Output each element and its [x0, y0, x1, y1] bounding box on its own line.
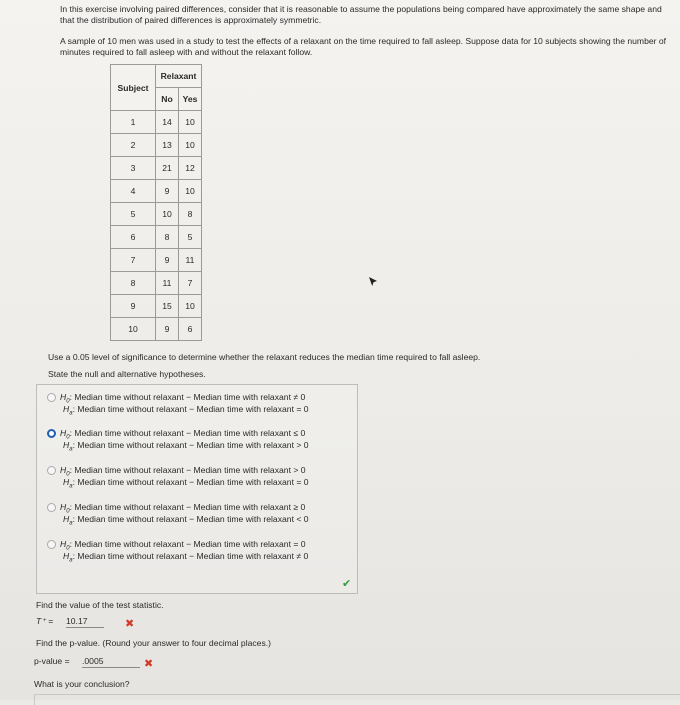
alt-hypothesis-text: : Median time without relaxant − Median time with relaxant ≠ 0 [72, 551, 309, 561]
null-hypothesis-text: : Median time without relaxant − Median time with relaxant = 0 [69, 539, 306, 549]
test-statistic-prompt: Find the value of the test statistic. [36, 600, 164, 610]
subject-cell: 9 [111, 295, 156, 318]
subject-cell: 4 [111, 180, 156, 203]
hypotheses-choice-group: $H_0$: Median time without relaxant − Median time with relaxant ≠ 0 $H_a$: Median time without relaxant − Median time with relaxant = 0 $H_0$: Median time without relaxant − Median time with relaxant ≤ 0 $H_a$: Median time without relaxant − Median time with relaxant > 0 $H_0$: Median time without relaxant − Median time with relaxant > 0 $H_a$: Median time without relaxant − Median time with relaxant = 0 $H_0$: Median time without relaxant − Median time with relaxant ≥ 0 $H_a$: Median time without relaxant − Median time with relaxant < 0 $H_0$: Median time without relaxant − Median time with relaxant = 0 $H_a$: Median time without relaxant − Median time with relaxant ≠ 0 [36, 384, 358, 594]
incorrect-x-icon: ✖ [125, 618, 135, 630]
no-cell: 10 [156, 203, 179, 226]
no-cell: 9 [156, 180, 179, 203]
subject-cell: 2 [111, 134, 156, 157]
p-value-label: p-value = [34, 656, 70, 666]
table-row [111, 180, 202, 203]
table-row [111, 272, 202, 295]
no-header: No [156, 88, 179, 111]
yes-cell: 8 [179, 203, 202, 226]
table-row [111, 111, 202, 134]
tplus-label: T⁺ = [36, 616, 54, 626]
radio-button[interactable] [47, 466, 56, 475]
radio-button[interactable] [47, 503, 56, 512]
table-row [111, 157, 202, 180]
yes-cell: 10 [179, 111, 202, 134]
radio-button[interactable] [47, 540, 56, 549]
table-row [111, 295, 202, 318]
null-hypothesis-text: : Median time without relaxant − Median time with relaxant ≥ 0 [69, 502, 306, 512]
yes-cell: 5 [179, 226, 202, 249]
no-cell: 15 [156, 295, 179, 318]
yes-cell: 11 [179, 249, 202, 272]
alt-hypothesis-text: : Median time without relaxant − Median time with relaxant = 0 [72, 404, 309, 414]
yes-cell: 10 [179, 134, 202, 157]
hypotheses-prompt: State the null and alternative hypotheses. [48, 369, 206, 379]
table-row [111, 318, 202, 341]
no-cell: 8 [156, 226, 179, 249]
radio-button[interactable] [47, 393, 56, 402]
yes-cell: 6 [179, 318, 202, 341]
relaxant-header: Relaxant [156, 65, 202, 88]
subject-cell: 10 [111, 318, 156, 341]
no-cell: 9 [156, 249, 179, 272]
relaxant-data-table [110, 64, 202, 341]
p-value-input[interactable]: .0005 [82, 656, 140, 668]
no-cell: 9 [156, 318, 179, 341]
yes-cell: 7 [179, 272, 202, 295]
subject-cell: 8 [111, 272, 156, 295]
p-value-prompt: Find the p-value. (Round your answer to four decimal places.) [36, 638, 272, 648]
subject-cell: 7 [111, 249, 156, 272]
alt-hypothesis-text: : Median time without relaxant − Median time with relaxant = 0 [72, 477, 309, 487]
table-row [111, 134, 202, 157]
correct-check-icon: ✔ [342, 578, 352, 590]
incorrect-x-icon: ✖ [144, 658, 154, 670]
null-hypothesis-text: : Median time without relaxant − Median time with relaxant ≤ 0 [69, 428, 306, 438]
subject-cell: 1 [111, 111, 156, 134]
no-cell: 21 [156, 157, 179, 180]
conclusion-prompt: What is your conclusion? [34, 679, 130, 689]
table-row [111, 226, 202, 249]
yes-header: Yes [179, 88, 202, 111]
mouse-cursor-icon [368, 276, 378, 288]
subject-cell: 3 [111, 157, 156, 180]
null-hypothesis-text: : Median time without relaxant − Median time with relaxant ≠ 0 [69, 392, 306, 402]
no-cell: 14 [156, 111, 179, 134]
subject-cell: 5 [111, 203, 156, 226]
table-row [111, 249, 202, 272]
yes-cell: 12 [179, 157, 202, 180]
subject-header: Subject [111, 65, 156, 111]
radio-button-selected[interactable] [47, 429, 56, 438]
question-text: Use a 0.05 level of significance to determine whether the relaxant reduces the median time required to fall asleep. [48, 352, 481, 362]
intro-paragraph: In this exercise involving paired differences, consider that it is reasonable to assume the populations being compared have approximately the same shape and that the distribution of paired differences is approximately symmetric. [60, 4, 662, 25]
no-cell: 13 [156, 134, 179, 157]
alt-hypothesis-text: : Median time without relaxant − Median time with relaxant < 0 [72, 514, 309, 524]
yes-cell: 10 [179, 295, 202, 318]
null-hypothesis-text: : Median time without relaxant − Median time with relaxant > 0 [69, 465, 306, 475]
no-cell: 11 [156, 272, 179, 295]
tplus-input[interactable]: 10.17 [66, 616, 104, 628]
yes-cell: 10 [179, 180, 202, 203]
sample-paragraph: A sample of 10 men was used in a study to test the effects of a relaxant on the time required to fall asleep. Suppose data for 10 subjects showing the number of minutes required to fall asleep with and without the relaxant follow. [60, 36, 667, 57]
alt-hypothesis-text: : Median time without relaxant − Median time with relaxant > 0 [72, 440, 309, 450]
table-row [111, 203, 202, 226]
subject-cell: 6 [111, 226, 156, 249]
